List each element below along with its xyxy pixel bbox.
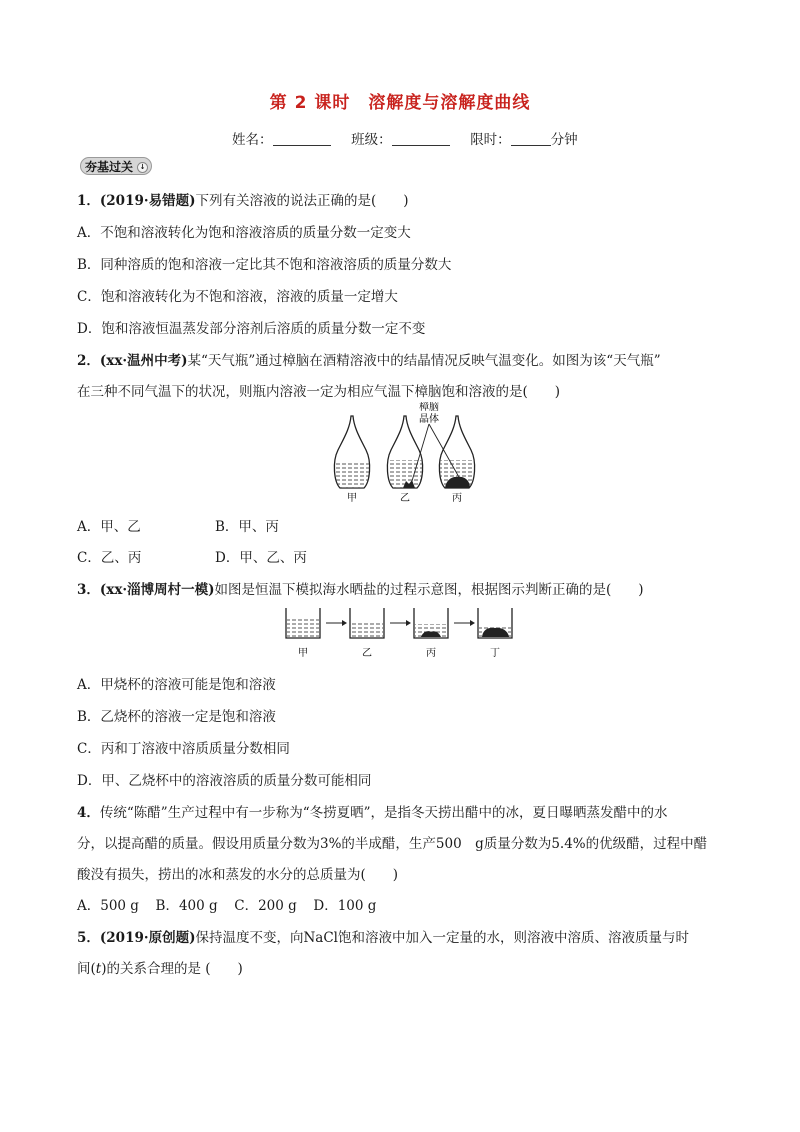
q4-option-d[interactable]: D．100 g: [313, 898, 377, 914]
q1-option-c[interactable]: C．饱和溶液转化为不饱和溶液，溶液的质量一定增大: [77, 289, 398, 305]
q1-option-a[interactable]: A．不饱和溶液转化为饱和溶液溶质的质量分数一定变大: [77, 225, 411, 241]
q1-option-d[interactable]: D．饱和溶液恒温蒸发部分溶剂后溶质的质量分数一定不变: [77, 321, 426, 337]
bottle-label-jia: 甲: [347, 493, 357, 504]
q1-number: 1．: [77, 193, 100, 209]
time-label: 限时：: [470, 132, 511, 148]
q3-number: 3．: [77, 582, 100, 598]
arrow-1-head: [342, 620, 347, 626]
q4-stem-line2: 分，以提高醋的质量。假设用质量分数为3%的半成醋，生产500 g质量分数为5.4%的优级醋，过程中醋: [77, 836, 708, 852]
name-label: 姓名：: [232, 132, 273, 148]
q4-option-a[interactable]: A．500 g: [77, 898, 139, 914]
title-lesson: 第 2 课时: [269, 93, 351, 113]
q3-option-d[interactable]: D．甲、乙烧杯中的溶液溶质的质量分数可能相同: [77, 773, 372, 789]
bottle-label-yi: 乙: [400, 493, 410, 504]
beaker-jia: [286, 608, 320, 638]
crystal-label-line1: 樟脑: [419, 402, 439, 413]
q2-stem-line2: 在三种不同气温下的状况，则瓶内溶液一定为相应气温下樟脑饱和溶液的是( ): [77, 384, 561, 400]
q1-source: (2019·易错题): [99, 193, 196, 209]
beaker-ding: [478, 608, 512, 638]
title-topic: 溶解度与溶解度曲线: [368, 93, 531, 113]
q5-stem-line2: [77, 957, 243, 977]
q1-text: 下列有关溶液的说法正确的是( ): [195, 193, 409, 209]
q2-stem-line1: [77, 349, 661, 369]
q5-number: 5．: [77, 930, 100, 946]
q5-stem-line1: [77, 926, 689, 946]
q3-source: (xx·淄博周村一模): [99, 582, 215, 598]
class-label: 班级：: [351, 132, 392, 148]
beaker-label-yi: 乙: [362, 648, 372, 659]
student-info-line: [232, 128, 578, 148]
q4-text-line1: 传统“陈醋”生产过程中有一步称为“冬捞夏晒”，是指冬天捞出醋中的冰，夏日曝晒蒸发醋中的水: [99, 805, 668, 821]
bottle-label-bing: 丙: [452, 493, 462, 504]
q5-source: (2019·原创题): [99, 930, 196, 946]
arrow-3-head: [470, 620, 475, 626]
beaker-label-ding: 丁: [490, 648, 500, 659]
page-title: [0, 88, 800, 113]
time-field[interactable]: [511, 131, 551, 146]
weather-bottle-figure: [318, 402, 488, 504]
q3-option-a[interactable]: A．甲烧杯的溶液可能是饱和溶液: [77, 677, 276, 693]
beaker-label-jia: 甲: [298, 648, 308, 659]
q3-option-c[interactable]: C．丙和丁溶液中溶质质量分数相同: [77, 741, 290, 757]
q1-stem: [77, 189, 409, 209]
q2-text-line1: 某“天气瓶”通过樟脑在酒精溶液中的结晶情况反映气温变化。如图为该“天气瓶”: [187, 353, 661, 369]
class-field[interactable]: [392, 131, 450, 146]
beaker-bing: [414, 608, 448, 638]
beaker-label-bing: 丙: [426, 648, 436, 659]
q3-option-b[interactable]: B．乙烧杯的溶液一定是饱和溶液: [77, 709, 276, 725]
q2-number: 2．: [77, 353, 100, 369]
q5-text-line2b: )的关系合理的是 ( ): [101, 961, 243, 977]
q2-option-a[interactable]: A．甲、乙: [77, 519, 141, 535]
q1-option-b[interactable]: B．同种溶质的饱和溶液一定比其不饱和溶液溶质的质量分数大: [77, 257, 452, 273]
bottle-yi: [387, 416, 422, 488]
name-field[interactable]: [273, 131, 331, 146]
q2-source: (xx·温州中考): [99, 353, 188, 369]
time-unit: 分钟: [550, 132, 578, 148]
q2-option-d[interactable]: D．甲、乙、丙: [215, 550, 307, 566]
q4-option-b[interactable]: B．400 g: [155, 898, 218, 914]
q4-stem-line3: 酸没有损失，捞出的冰和蒸发的水分的总质量为( ): [77, 867, 399, 883]
q5-text-line1: 保持温度不变，向NaCl饱和溶液中加入一定量的水，则溶液中溶质、溶液质量与时: [195, 930, 689, 946]
q4-stem-line1: [77, 801, 668, 821]
section-badge: [80, 157, 152, 175]
arrow-down-icon: ↓: [137, 162, 148, 173]
beaker-yi: [350, 608, 384, 638]
bottle-jia: [334, 416, 369, 488]
q4-number: 4．: [77, 805, 100, 821]
q2-option-c[interactable]: C．乙、丙: [77, 550, 142, 566]
section-badge-label: 夯基过关: [85, 160, 134, 174]
q4-option-c[interactable]: C．200 g: [234, 898, 297, 914]
q5-text-line2a: 间(: [77, 961, 96, 977]
beaker-process-figure: [280, 602, 520, 660]
q3-text: 如图是恒温下模拟海水晒盐的过程示意图，根据图示判断正确的是( ): [214, 582, 644, 598]
crystal-label-line2: 晶体: [419, 414, 439, 425]
time-variable: t: [95, 961, 102, 977]
q2-option-b[interactable]: B．甲、丙: [215, 519, 279, 535]
q3-stem: [77, 578, 644, 598]
arrow-2-head: [406, 620, 411, 626]
q4-options: [77, 894, 376, 914]
